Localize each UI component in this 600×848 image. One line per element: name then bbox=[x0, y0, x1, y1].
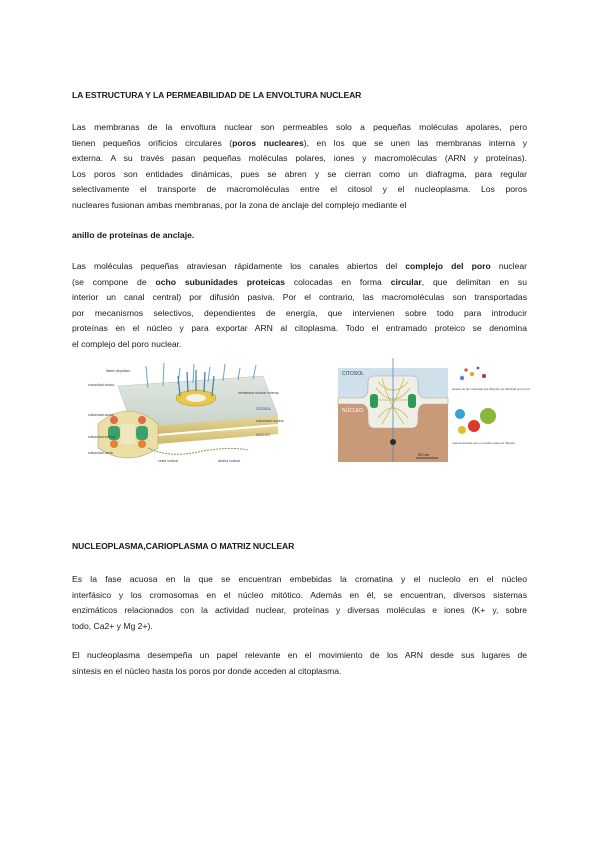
label-subunidad-citosol: subunidad citosol. bbox=[88, 383, 116, 387]
legend-text-2: macromoléculas que no pueden pasar por difusión bbox=[452, 441, 515, 445]
text-run: , que delimitan en su bbox=[421, 276, 528, 287]
text-line: Los poros son entidades dinámicas, pues se abren y se cierran como un diafragma, para regular bbox=[72, 168, 527, 179]
text-line: el complejo del poro nuclear. bbox=[72, 338, 182, 349]
paragraph-moleculas bbox=[72, 259, 527, 353]
label-citosol-right: CITOSOL bbox=[342, 371, 364, 377]
text-line: por mecanismos selectivos, dependientes de energía, que intervienen sobre todo para introducir bbox=[72, 307, 527, 318]
text-line: síntesis en el núcleo hasta los poros por donde acceden al citoplasma. bbox=[72, 665, 342, 676]
bold-term-complejo: complejo del poro bbox=[405, 261, 491, 271]
nuclear-pore-diagram bbox=[88, 358, 288, 468]
text-line: El nucleoplasma desempeña un papel relevante en el movimiento de los ARN desde sus lugares de bbox=[72, 650, 527, 660]
text-line: proteínas en el núcleo y para exportar ARN al citoplasma. Todo el entramado proteico se denomina bbox=[72, 323, 527, 334]
section-title-envoltura: LA ESTRUCTURA Y LA PERMEABILIDAD DE LA ENVOLTURA NUCLEAR bbox=[72, 90, 362, 100]
molecule-legend bbox=[452, 367, 531, 445]
text-run: colocadas en forma bbox=[284, 276, 391, 287]
text-run: ), en los que se unen las membranas interna y bbox=[303, 137, 528, 148]
legend-macromolecules bbox=[452, 441, 515, 445]
paragraph-membranas bbox=[72, 120, 527, 214]
text-line bbox=[72, 259, 527, 275]
legend-small-molecules bbox=[452, 387, 531, 391]
text-line bbox=[72, 275, 527, 291]
label-subunidad-cesta: subunidad cesta bbox=[88, 451, 113, 455]
label-subunidad-nuclear: subunidad nuclear bbox=[256, 419, 284, 423]
label-subunidad-anular: subunidad anular bbox=[88, 413, 115, 417]
text-line: Es la fase acuosa en la que se encuentran embebidas la cromatina y el nucleolo en el núcleo bbox=[72, 574, 527, 584]
scale-label: 50 nm bbox=[418, 452, 430, 457]
paragraph-anillo: anillo de proteínas de anclaje. bbox=[72, 230, 195, 240]
text-line: externa. A su través pasan pequeñas moléculas polares, iones y macromoléculas (ARN y proteínas). bbox=[72, 153, 527, 164]
paragraph-fase-acuosa bbox=[72, 572, 527, 634]
label-citosol: CITOSOL bbox=[256, 407, 271, 411]
bold-term-subunidades: ocho subunidades proteicas bbox=[155, 276, 285, 287]
text-run: tienen pequeños orificios circulares ( bbox=[72, 137, 233, 148]
text-line: enzimáticos relacionados con la actividad nuclear, proteínas y diversas moléculas e iones (K+ y, sobre bbox=[72, 605, 527, 616]
label-nucleo-left: NÚCLEO bbox=[256, 433, 271, 437]
text-line bbox=[72, 136, 527, 152]
label-subunidad-luminal: subunidad luminal bbox=[88, 435, 116, 439]
legend-text-1: tamaño de las moléculas que difunden sin dificultad por el poro bbox=[452, 387, 531, 391]
label-lamina-nuclear: lámina nuclear bbox=[218, 459, 241, 463]
label-nucleo-right: NÚCLEO bbox=[342, 408, 363, 414]
text-run: nuclear bbox=[490, 261, 528, 271]
text-line: interior un canal central) por difusión pasiva. Por el contrario, las macromoléculas son transportadas bbox=[72, 292, 527, 303]
paragraph-movimiento-arn bbox=[72, 648, 527, 679]
text-line: todo, Ca2+ y Mg 2+). bbox=[72, 620, 153, 631]
bold-term-poros: poros nucleares bbox=[232, 137, 304, 148]
pore-transport-diagram bbox=[338, 358, 531, 470]
text-line: interfásico y los cromosomas en el núcleo mitótico. Además en él, se encuentran, diversos sistemas bbox=[72, 589, 527, 600]
text-line: Las membranas de la envoltura nuclear son permeables solo a pequeñas moléculas apolares, pero bbox=[72, 122, 527, 132]
label-cesta-nuclear: cesta nuclear bbox=[158, 459, 179, 463]
label-membrana-externa: membrana nuclear externa bbox=[238, 391, 279, 395]
label-filetes: filetes citoplásm. bbox=[106, 369, 132, 373]
section-title-nucleoplasma: NUCLEOPLASMA,CARIOPLASMA O MATRIZ NUCLEAR bbox=[72, 541, 295, 551]
bold-term-circular: circular bbox=[390, 276, 422, 287]
text-run: (se compone de bbox=[72, 276, 156, 287]
text-line: nucleares fusionan ambas membranas, por la zona de anclaje del complejo mediante el bbox=[72, 199, 407, 210]
text-run: Las moléculas pequeñas atraviesan rápidamente los canales abiertos del bbox=[72, 261, 406, 271]
text-line: selectivamente el transporte de macromoléculas entre el citosol y el nucleoplasma. Los poros bbox=[72, 184, 527, 195]
